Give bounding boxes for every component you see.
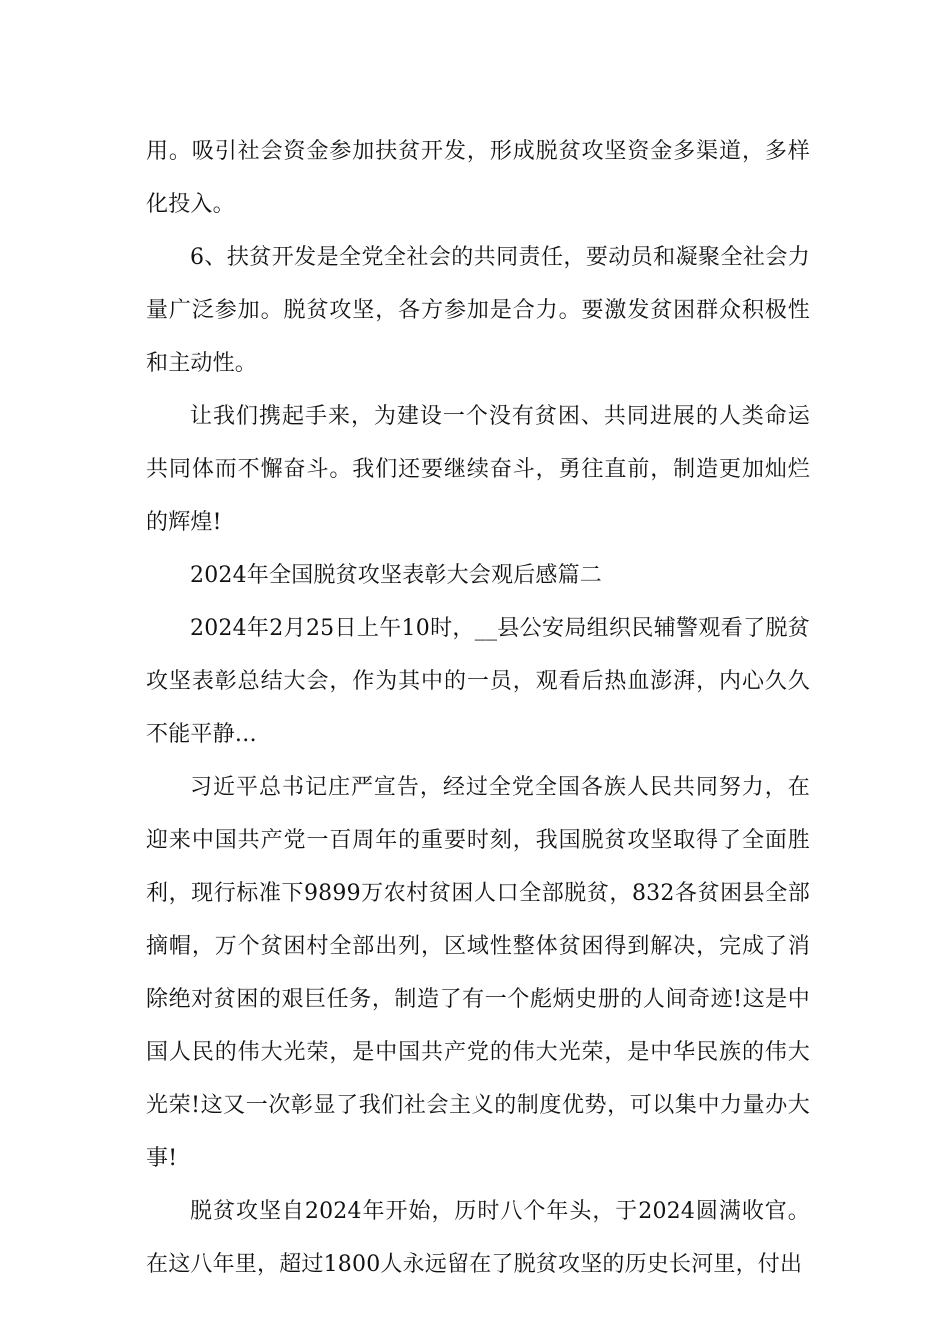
paragraph-history: 脱贫攻坚自2024年开始，历时八个年头，于2024圆满收官。在这八年里，超过1800人永远留在了脱贫攻坚的历史长河里，付出 xyxy=(146,1199,810,1277)
paragraph-declaration: 习近平总书记庄严宣告，经过全党全国各族人民共同努力，在迎来中国共产党一百周年的重要时刻，我国脱贫攻坚取得了全面胜利，现行标准下9899万农村贫困人口全部脱贫，832各贫困县全部摘帽，万个贫困村全部出列，区域性整体贫困得到解决，完成了消除绝对贫困的艰巨任务，制造了有一个彪炳史册的人间奇迹!这是中国人民的伟大光荣，是中国共产党的伟大光荣，是中华民族的伟大光荣!这又一次彰显了我们社会主义的制度优势，可以集中力量办大事! xyxy=(146,775,810,1171)
section-heading: 2024年全国脱贫攻坚表彰大会观后感篇二 xyxy=(190,563,602,588)
paragraph-intro: 2024年2月25日上午10时，__县公安局组织民辅警观看了脱贫攻坚表彰总结大会，作为其中的一员，观看后热血澎湃，内心久久不能平静… xyxy=(146,616,810,747)
paragraph-closing: 让我们携起手来，为建设一个没有贫困、共同进展的人类命运共同体而不懈奋斗。我们还要继续奋斗，勇往直前，制造更加灿烂的辉煌! xyxy=(146,404,810,535)
paragraph-item-6: 6、扶贫开发是全党全社会的共同责任，要动员和凝聚全社会力量广泛参加。脱贫攻坚，各方参加是合力。要激发贫困群众积极性和主动性。 xyxy=(146,245,810,376)
paragraph-continuation: 用。吸引社会资金参加扶贫开发，形成脱贫攻坚资金多渠道，多样化投入。 xyxy=(146,139,810,217)
document-page xyxy=(146,125,810,1291)
